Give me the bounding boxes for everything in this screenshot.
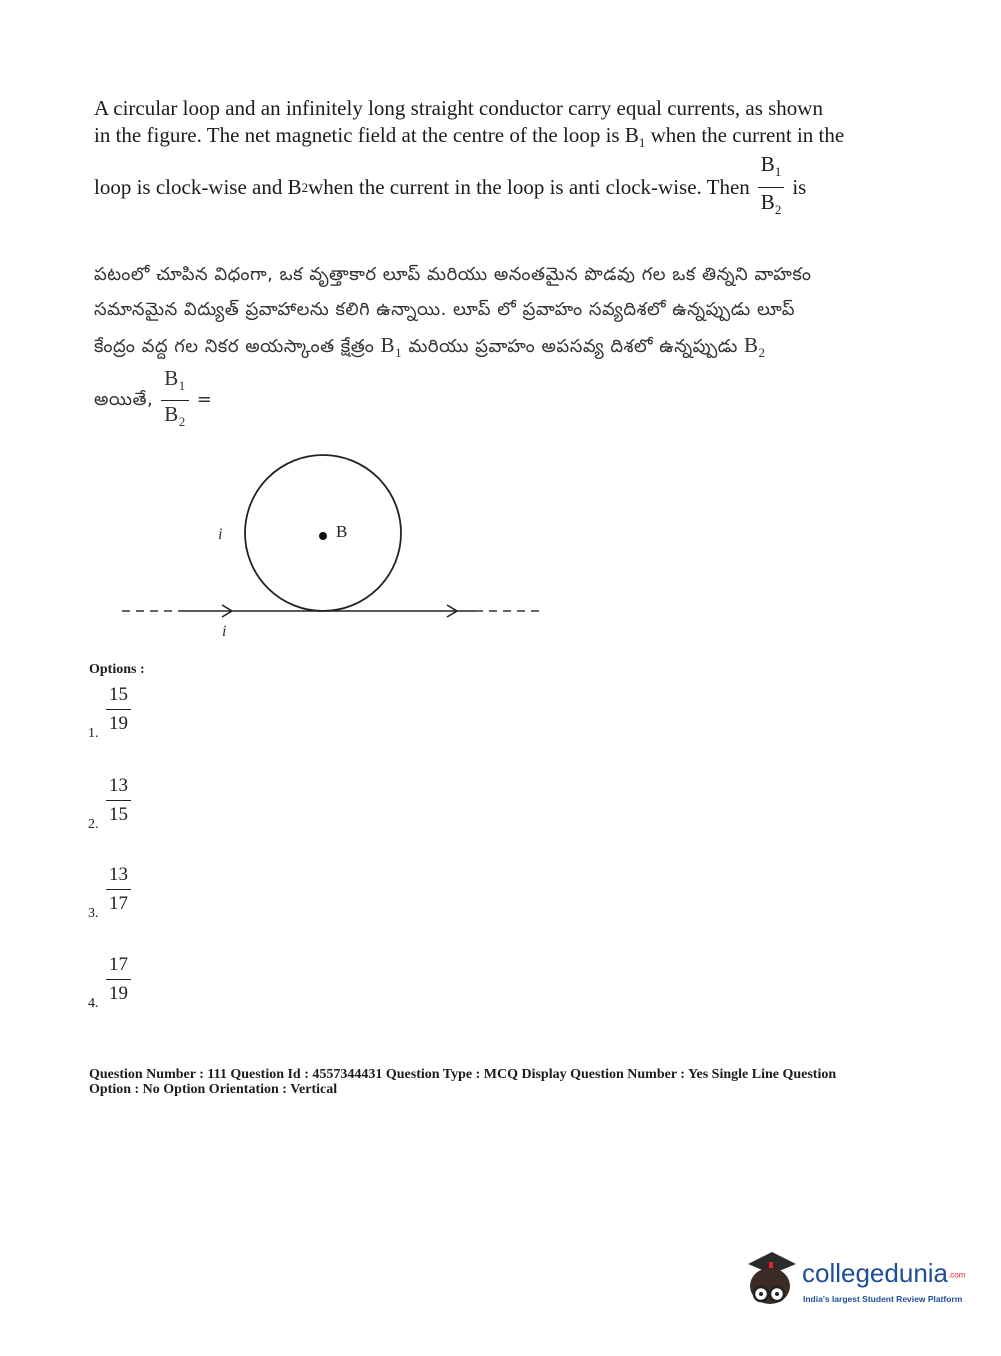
option-3[interactable] [88, 862, 168, 924]
metadata-line-1: Question Number : 111 Question Id : 4557344431 Question Type : MCQ Display Question Number : Yes Single Line Question [89, 1067, 837, 1082]
brand-tagline: India's largest Student Review Platform [803, 1294, 963, 1304]
question-english [94, 95, 874, 156]
option-1[interactable] [88, 682, 168, 744]
option-fraction: $\frac{15}{19}$ [106, 682, 131, 737]
circuit-figure [110, 440, 560, 650]
mascot-icon [742, 1248, 800, 1312]
option-number: 3. [88, 906, 99, 921]
question-line-2: in the figure. The net magnetic field at the centre of the loop is $B_1$ when the current in the [94, 123, 845, 151]
center-label: B [336, 522, 348, 541]
option-number: 1. [88, 726, 99, 741]
option-number: 2. [88, 817, 99, 832]
metadata-line-2: Option : No Option Orientation : Vertical [89, 1082, 338, 1097]
options-heading: Options : [89, 662, 145, 677]
wire-current-label: i [222, 623, 227, 640]
question-line-1: A circular loop and an infinitely long straight conductor carry equal currents, as shown [94, 96, 823, 120]
option-fraction: $\frac{13}{15}$ [106, 773, 131, 828]
option-number: 4. [88, 996, 99, 1011]
question-metadata [89, 1067, 909, 1097]
option-fraction: $\frac{17}{19}$ [106, 952, 131, 1007]
telugu-line-1: పటంలో చూపిన విధంగా, ఒక వృత్తాకార లూప్ మరియు అనంతమైన పొడవు గల ఒక తిన్నని వాహకం [94, 264, 812, 285]
collegedunia-logo [742, 1248, 972, 1318]
brand-name: collegedunia.com [802, 1258, 966, 1288]
option-2[interactable] [88, 773, 168, 835]
telugu-line-3: కేంద్రం వద్ద గల నికర అయస్కాంత క్షేత్రం $B_1$ మరియు ప్రవాహం అపసవ్య దిశలో ఉన్నప్పుడు $B_2$ [94, 333, 766, 361]
ratio-fraction: $\frac{B_1}{B_2}$ [758, 151, 785, 222]
loop-current-label: i [218, 526, 223, 543]
question-line-3: loop is clock-wise and B 2 when the current in the loop is anti clock-wise. Then $\frac{B_1}{B_2}$ is [94, 158, 874, 216]
telugu-ratio-fraction: $\frac{B_1}{B_2}$ [161, 366, 189, 433]
telugu-line-4: అయితే, $\frac{B_1}{B_2}$ = [94, 370, 212, 430]
question-telugu [94, 260, 874, 365]
option-fraction: $\frac{13}{17}$ [106, 862, 131, 917]
loop-center-dot [319, 532, 327, 540]
option-4[interactable] [88, 952, 168, 1014]
telugu-line-2: సమానమైన విద్యుత్ ప్రవాహాలను కలిగి ఉన్నాయి. లూప్ లో ప్రవాహం సవ్యదిశలో ఉన్నప్పుడు లూప్ [94, 299, 796, 320]
